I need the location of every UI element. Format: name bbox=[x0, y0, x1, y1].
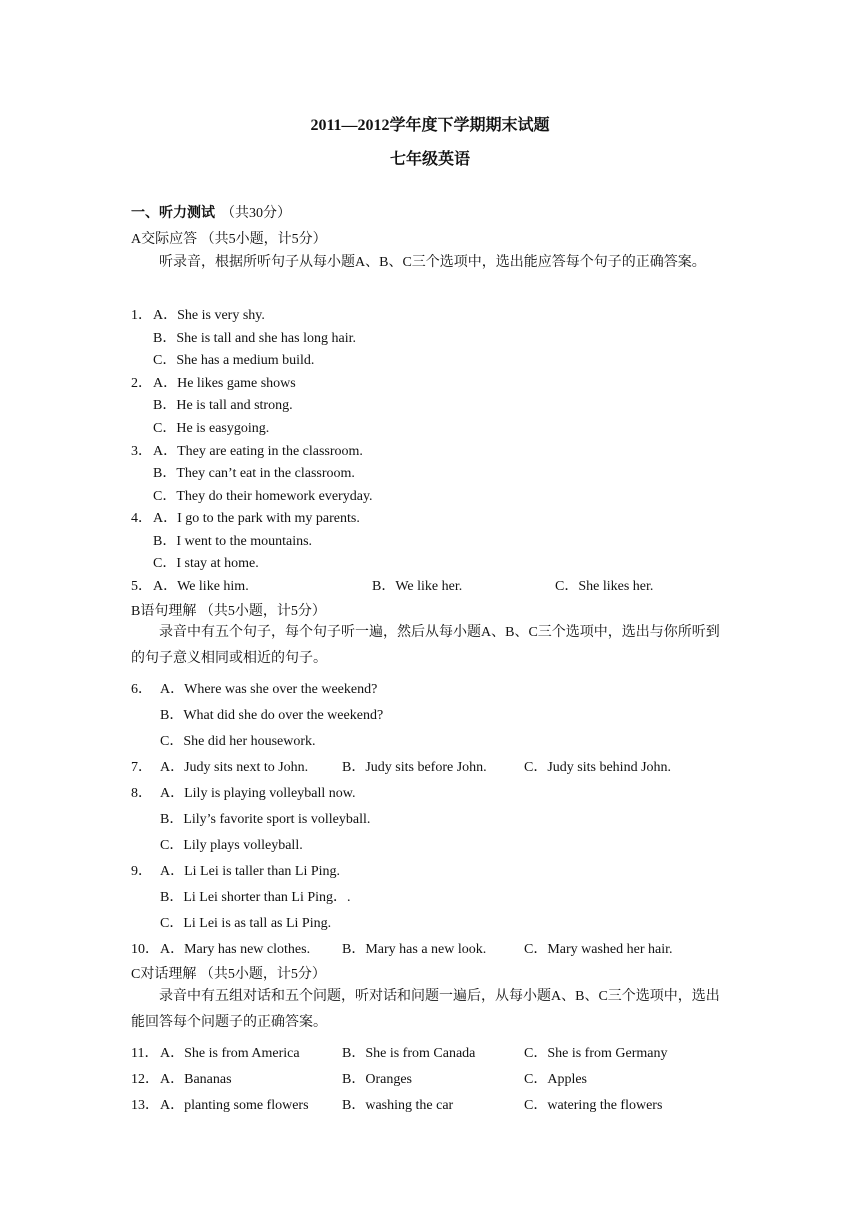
instruction-text: 听录音，根据所听句子从每小题A、B、C三个选项中，选出能应答每个句子的正确答案。 bbox=[159, 255, 706, 270]
option-b: B．Judy sits before John. bbox=[342, 760, 487, 775]
question-number: 6． bbox=[131, 682, 152, 697]
option-b: B．They can’t eat in the classroom. bbox=[153, 466, 355, 481]
question-number: 3． bbox=[131, 444, 152, 459]
question-number: 12． bbox=[131, 1072, 159, 1087]
option-a: A．planting some flowers bbox=[160, 1098, 309, 1113]
part-c-title: C对话理解 （共5小题，计5分） bbox=[131, 967, 326, 982]
question-number: 9． bbox=[131, 864, 152, 879]
question-number: 2． bbox=[131, 376, 152, 391]
option-c: C．Apples bbox=[524, 1072, 587, 1087]
option-a: A．She is very shy. bbox=[153, 308, 265, 323]
question-number: 13． bbox=[131, 1098, 159, 1113]
option-a: A．They are eating in the classroom. bbox=[153, 444, 363, 459]
option-c: C．She is from Germany bbox=[524, 1046, 668, 1061]
option-a: A．Mary has new clothes. bbox=[160, 942, 311, 957]
option-c: C．She has a medium build. bbox=[153, 353, 315, 368]
section-title: 一、听力测试 bbox=[131, 206, 215, 221]
question-number: 7． bbox=[131, 760, 152, 775]
option-b: B．He is tall and strong. bbox=[153, 398, 293, 413]
option-c: C．She did her housework. bbox=[160, 734, 316, 749]
option-c: C．Lily plays volleyball. bbox=[160, 838, 303, 853]
option-a: A．She is from America bbox=[160, 1046, 300, 1061]
option-a: A．We like him. bbox=[153, 579, 249, 594]
option-a: A．I go to the park with my parents. bbox=[153, 511, 360, 526]
option-a: A．Lily is playing volleyball now. bbox=[160, 786, 356, 801]
option-b: B．Mary has a new look. bbox=[342, 942, 487, 957]
option-c: C．watering the flowers bbox=[524, 1098, 663, 1113]
option-c: C．Li Lei is as tall as Li Ping. bbox=[160, 916, 332, 931]
option-b: B．washing the car bbox=[342, 1098, 454, 1113]
option-c: C．Judy sits behind John. bbox=[524, 760, 672, 775]
question-number: 11． bbox=[131, 1046, 159, 1061]
option-b: B．She is from Canada bbox=[342, 1046, 476, 1061]
question-number: 4． bbox=[131, 511, 152, 526]
option-b: B．Lily’s favorite sport is volleyball. bbox=[160, 812, 371, 827]
option-c: C．He is easygoing. bbox=[153, 421, 270, 436]
instruction-text: 录音中有五个句子，每个句子听一遍，然后从每小题A、B、C三个选项中，选出与你所听到的句子意义相同或相近的句子。 bbox=[131, 625, 720, 666]
part-a-title: A交际应答 （共5小题，计5分） bbox=[131, 232, 327, 247]
page-subtitle: 七年级英语 bbox=[389, 151, 470, 168]
question-number: 1． bbox=[131, 308, 152, 323]
part-b-title: B语句理解 （共5小题，计5分） bbox=[131, 604, 326, 619]
question-number: 8． bbox=[131, 786, 152, 801]
option-a: A．He likes game shows bbox=[153, 376, 296, 391]
option-c: C．Mary washed her hair. bbox=[524, 942, 673, 957]
question-number: 10． bbox=[131, 942, 159, 957]
option-c: C．She likes her. bbox=[555, 579, 654, 594]
option-a: A．Judy sits next to John. bbox=[160, 760, 309, 775]
option-c: C．They do their homework everyday. bbox=[153, 489, 373, 504]
option-b: B．We like her. bbox=[372, 579, 463, 594]
option-a: A．Li Lei is taller than Li Ping. bbox=[160, 864, 341, 879]
section-score: （共30分） bbox=[221, 206, 291, 221]
page-title: 2011—2012学年度下学期期末试题 bbox=[310, 117, 550, 134]
option-b: B．Oranges bbox=[342, 1072, 412, 1087]
option-b: B．What did she do over the weekend? bbox=[160, 708, 384, 723]
option-b: B．She is tall and she has long hair. bbox=[153, 331, 356, 346]
option-c: C．I stay at home. bbox=[153, 556, 259, 571]
option-b: B．I went to the mountains. bbox=[153, 534, 313, 549]
question-number: 5． bbox=[131, 579, 152, 594]
instruction-text: 录音中有五组对话和五个问题，听对话和问题一遍后，从每小题A、B、C三个选项中，选出能回答每个问题子的正确答案。 bbox=[131, 989, 720, 1030]
option-a: A．Where was she over the weekend? bbox=[160, 682, 378, 697]
option-a: A．Bananas bbox=[160, 1072, 232, 1087]
option-b: B．Li Lei shorter than Li Ping．. bbox=[160, 890, 351, 905]
